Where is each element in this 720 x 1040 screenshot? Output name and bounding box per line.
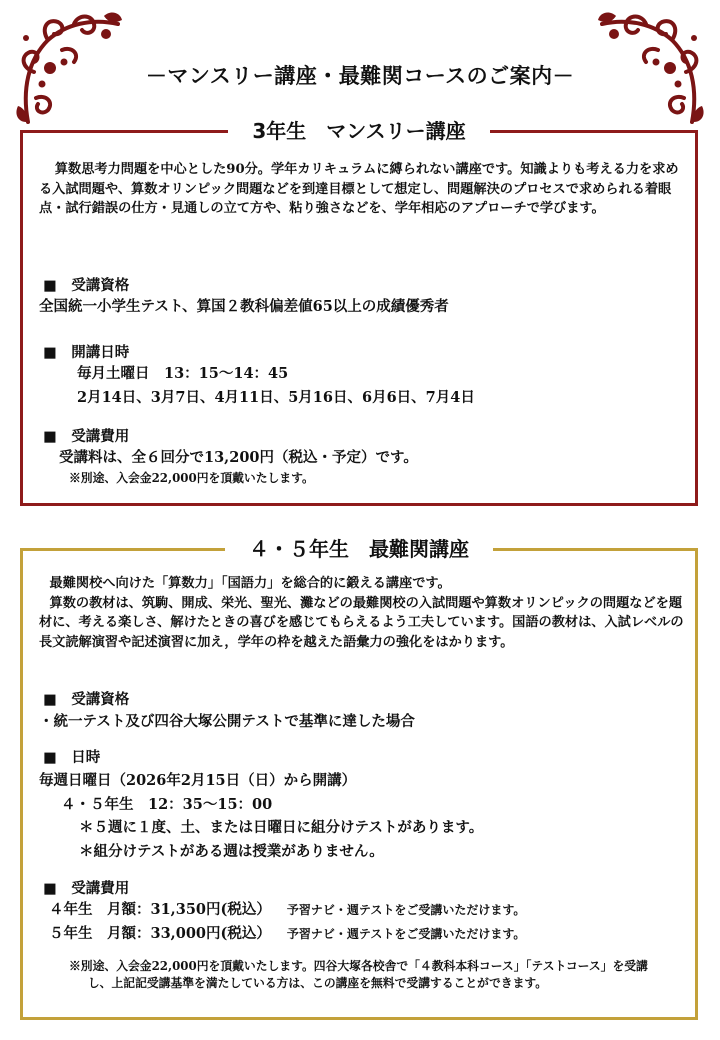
advanced-fee-note-text: ※別途、入会金22,000円を頂戴いたします。四谷大塚各校舎で「４教科本科コース」「テストコース」を受講し、上記記受講基準を満たしている方は、この講座を無料で受講することができます。 <box>69 959 648 990</box>
monthly-fee-note: ※別途、入会金22,000円を頂戴いたします。 <box>69 471 314 485</box>
advanced-fee-grade4-price: ４年生 月額：31,350円(税込） <box>49 901 271 918</box>
monthly-eligibility-text: 全国統一小学生テスト、算国２教科偏差値65以上の成績優秀者 <box>39 298 449 315</box>
advanced-intro <box>39 574 695 652</box>
advanced-fee-grade5 <box>49 922 525 943</box>
advanced-intro-line: 最難関校へ向けた「算数力」「国語力」を総合的に鍛える講座です。 <box>49 576 451 591</box>
monthly-intro: 算数思考力問題を中心とした90分。学年カリキュラムに縛られない講座です。知識よりも考える力を求める入試問題や、算数オリンピック問題などを到達目標として想定し、問題解決のプロセスで求められる着眼点・試行錯誤の仕方・見通しの立て方や、粘り強さなどを、学年相応のアプローチで学びます。 <box>39 162 679 216</box>
advanced-schedule-note: ＊組分けテストがある週は授業がありません。 <box>79 843 384 860</box>
advanced-fee-note <box>69 958 669 992</box>
monthly-course-box <box>20 119 698 506</box>
monthly-eligibility-heading: ■ 受講資格 <box>43 278 130 294</box>
advanced-intro-paragraph: 算数の教材は、筑駒、開成、栄光、聖光、灘などの最難関校の入試問題や算数オリンピックの問題などを題材に、考える楽しさ、解けたときの喜びを感じてもらえるよう工夫しています。国語の教材は、入試レベルの長文読解演習や記述演習に加え，学年の枠を越えた語彙力の強化をはかります。 <box>39 595 684 650</box>
monthly-schedule-time: 毎月土曜日 13：15～14：45 <box>77 365 289 382</box>
monthly-course-title: 3年生 マンスリー講座 <box>23 118 695 144</box>
advanced-fee-grade4-extra: 予習ナビ・週テストをご受講いただけます。 <box>286 903 526 917</box>
advanced-fee-grade5-price: ５年生 月額：33,000円(税込） <box>49 925 271 942</box>
advanced-fee-grade5-extra: 予習ナビ・週テストをご受講いただけます。 <box>286 927 526 941</box>
advanced-fee-heading: ■ 受講費用 <box>43 881 130 897</box>
advanced-course-title: ４・５年生 最難関講座 <box>23 536 695 562</box>
advanced-schedule-note: ＊５週に１度、土、または日曜日に組分けテストがあります。 <box>79 819 484 836</box>
advanced-schedule-day: 毎週日曜日（2026年2月15日（日）から開講） <box>39 772 357 789</box>
advanced-fee-grade4 <box>49 898 525 919</box>
monthly-fee-heading: ■ 受講費用 <box>43 429 130 445</box>
advanced-schedule-time: ４・５年生 12：35～15：00 <box>61 796 273 813</box>
monthly-schedule-heading: ■ 開講日時 <box>43 345 130 361</box>
advanced-eligibility-text: ・統一テスト及び四谷大塚公開テストで基準に達した場合 <box>39 713 415 730</box>
advanced-eligibility-heading: ■ 受講資格 <box>43 692 130 708</box>
advanced-schedule-heading: ■ 日時 <box>43 750 101 766</box>
monthly-schedule-dates: 2月14日、3月7日、4月11日、5月16日、6月6日、7月4日 <box>77 389 475 406</box>
page-title: －マンスリー講座・最難関コースのご案内－ <box>145 64 575 88</box>
monthly-fee-text: 受講料は、全６回分で13,200円（税込・予定）です。 <box>59 449 418 466</box>
advanced-course-box <box>20 537 698 1020</box>
